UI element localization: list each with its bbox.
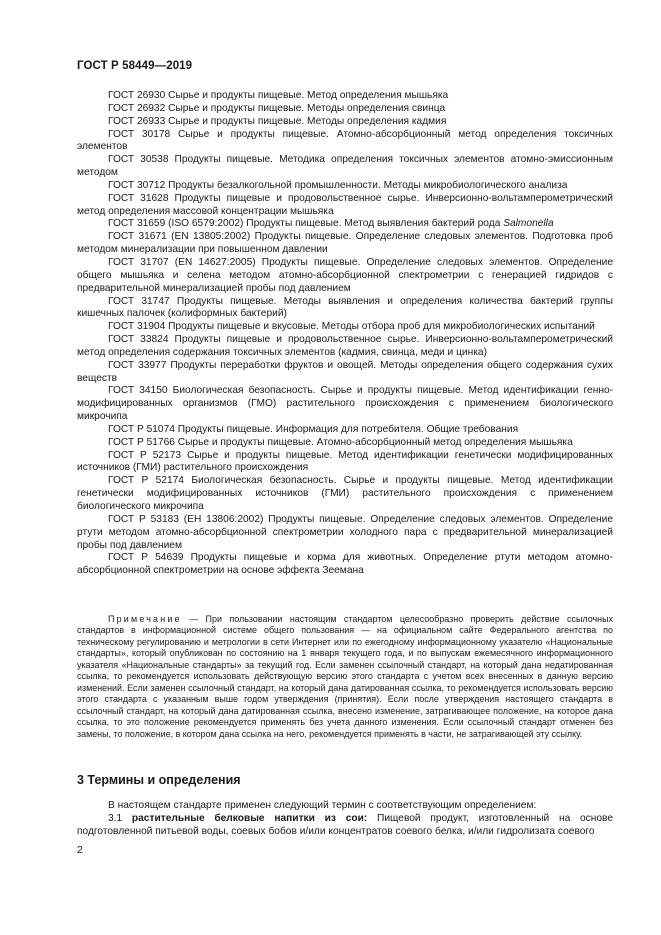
- reference-item: ГОСТ 31904 Продукты пищевые и вкусовые. Методы отбора проб для микробиологических испытаний: [108, 321, 595, 333]
- reference-item: ГОСТ 31671 (EN 13805:2002) Продукты пищевые. Определение следовых элементов. Подготовка проб методом минерализации при повышенном давлении: [77, 231, 613, 256]
- note-label: Примечание: [108, 614, 182, 624]
- reference-item: ГОСТ 30178 Сырье и продукты пищевые. Атомно-абсорбционный метод определения токсичных элементов: [77, 128, 613, 153]
- definition-text: Пищевой продукт, изготовленный на основе подготовленной питьевой воды, соевых бобов и/или концентратов соевого белка, и/или гидролизата соевого: [77, 813, 613, 838]
- reference-item: ГОСТ 31747 Продукты пищевые. Методы выявления и определения количества бактерий группы кишечных палочек (колиформных бактерий): [77, 295, 613, 320]
- reference-item: ГОСТ 31707 (EN 14627:2005) Продукты пищевые. Определение следовых элементов. Определение общего мышьяка и селена методом атомно-абсорбционной спектрометрии с генерацией гидридов с предварительной минерализацией пробы под давлением: [77, 256, 613, 294]
- document-header-code: ГОСТ Р 58449—2019: [77, 60, 193, 72]
- reference-item: ГОСТ 33824 Продукты пищевые и продовольственное сырье. Инверсионно-вольтамперометрический метод определения содержания токсичных элементов (кадмия, свинца, меди и цинка): [77, 334, 613, 358]
- definition-paragraph: [77, 812, 613, 838]
- reference-item: ГОСТ 34150 Биологическая безопасность. Сырье и продукты пищевые. Метод идентификации генно-модифицированных организмов (ГМО) растительного происхождения с применением биологического микрочипа: [77, 385, 613, 423]
- reference-item: [77, 218, 613, 231]
- reference-text: ГОСТ 31659 (ISO 6579:2002) Продукты пищевые. Метод выявления бактерий рода: [108, 218, 504, 230]
- section-heading: 3 Термины и определения: [77, 773, 241, 787]
- reference-item: ГОСТ 30538 Продукты пищевые. Методика определения токсичных элементов атомно-эмиссионным методом: [77, 154, 613, 179]
- reference-italic-genus: Salmonella: [503, 218, 554, 230]
- reference-item: ГОСТ 26933 Сырье и продукты пищевые. Методы определения кадмия: [108, 115, 447, 127]
- reference-item: ГОСТ 26932 Сырье и продукты пищевые. Методы определения свинца: [108, 102, 446, 114]
- reference-item: ГОСТ Р 53183 (ЕН 13806:2002) Продукты пищевые. Определение следовых элементов. Определение ртути методом атомно-абсорбционной спектрометрии холодного пара с предварительной минерализацией пробы под давлением: [77, 513, 613, 551]
- reference-item: ГОСТ Р 52174 Биологическая безопасность. Сырье и продукты пищевые. Метод идентификации генетически модифицированных источников (ГМИ) растительного происхождения с применением биологического микрочипа: [77, 475, 613, 512]
- section-body: [77, 799, 613, 839]
- definition-number: 3.1: [108, 813, 132, 825]
- reference-item: ГОСТ 30712 Продукты безалкогольной промышленности. Методы микробиологического анализа: [108, 179, 568, 191]
- normative-references-list: [77, 90, 613, 578]
- intro-paragraph: В настоящем стандарте применен следующий термин с соответствующим определением:: [108, 800, 537, 811]
- definition-term: растительные белковые напитки из сои:: [131, 813, 368, 825]
- note-text: — При пользовании настоящим стандартом целесообразно проверить действие ссылочных стандартов в информационной системе общего пользования — на официальном сайте Федерального агентства по техническому регулированию и метрологии в сети Интернет или по ежегодному информационному указателю «Национальные стандарты», который опубликован по состоянию на 1 января текущего года, и по выпускам ежемесячного информационного указателя «Национальные стандарты» за текущий год. Если заменен ссылочный стандарт, на который дана недатированная ссылка, то рекомендуется использовать действующую версию этого стандарта с учетом всех внесенных в данную версию изменений. Если заменен ссылочный стандарт, на который дана датированная ссылка, то рекомендуется использовать версию этого стандарта с указанным выше годом утверждения (принятия). Если после утверждения настоящего стандарта в ссылочный стандарт, на который дана датированная ссылка, внесено изменение, затрагивающее положение, на которое дана ссылка, то это положение рекомендуется применять без учета данного изменения. Если ссылочный стандарт отменен без замены, то положение, в котором дана ссылка на него, рекомендуется применять в части, не затрагивающей эту ссылку.: [77, 614, 613, 739]
- reference-item: ГОСТ Р 54639 Продукты пищевые и корма для животных. Определение ртути методом атомно-абсорбционной спектрометрии на основе эффекта Зеемана: [77, 552, 613, 577]
- note-paragraph: [77, 614, 613, 740]
- reference-item: ГОСТ Р 51766 Сырье и продукты пищевые. Атомно-абсорбционный метод определения мышьяка: [108, 436, 573, 448]
- reference-item: ГОСТ 33977 Продукты переработки фруктов и овощей. Методы определения общего содержания сухих веществ: [77, 359, 613, 384]
- reference-item: ГОСТ Р 52173 Сырье и продукты пищевые. Метод идентификации генетически модифицированных источников (ГМИ) растительного происхождения: [77, 449, 613, 474]
- reference-item: ГОСТ 31628 Продукты пищевые и продовольственное сырье. Инверсионно-вольтамперометрический метод определения массовой концентрации мышьяка: [77, 192, 613, 217]
- reference-item: ГОСТ 26930 Сырье и продукты пищевые. Метод определения мышьяка: [108, 90, 449, 101]
- page-number: 2: [77, 844, 83, 856]
- reference-item: ГОСТ Р 51074 Продукты пищевые. Информация для потребителя. Общие требования: [108, 423, 519, 435]
- note-block: [77, 614, 613, 740]
